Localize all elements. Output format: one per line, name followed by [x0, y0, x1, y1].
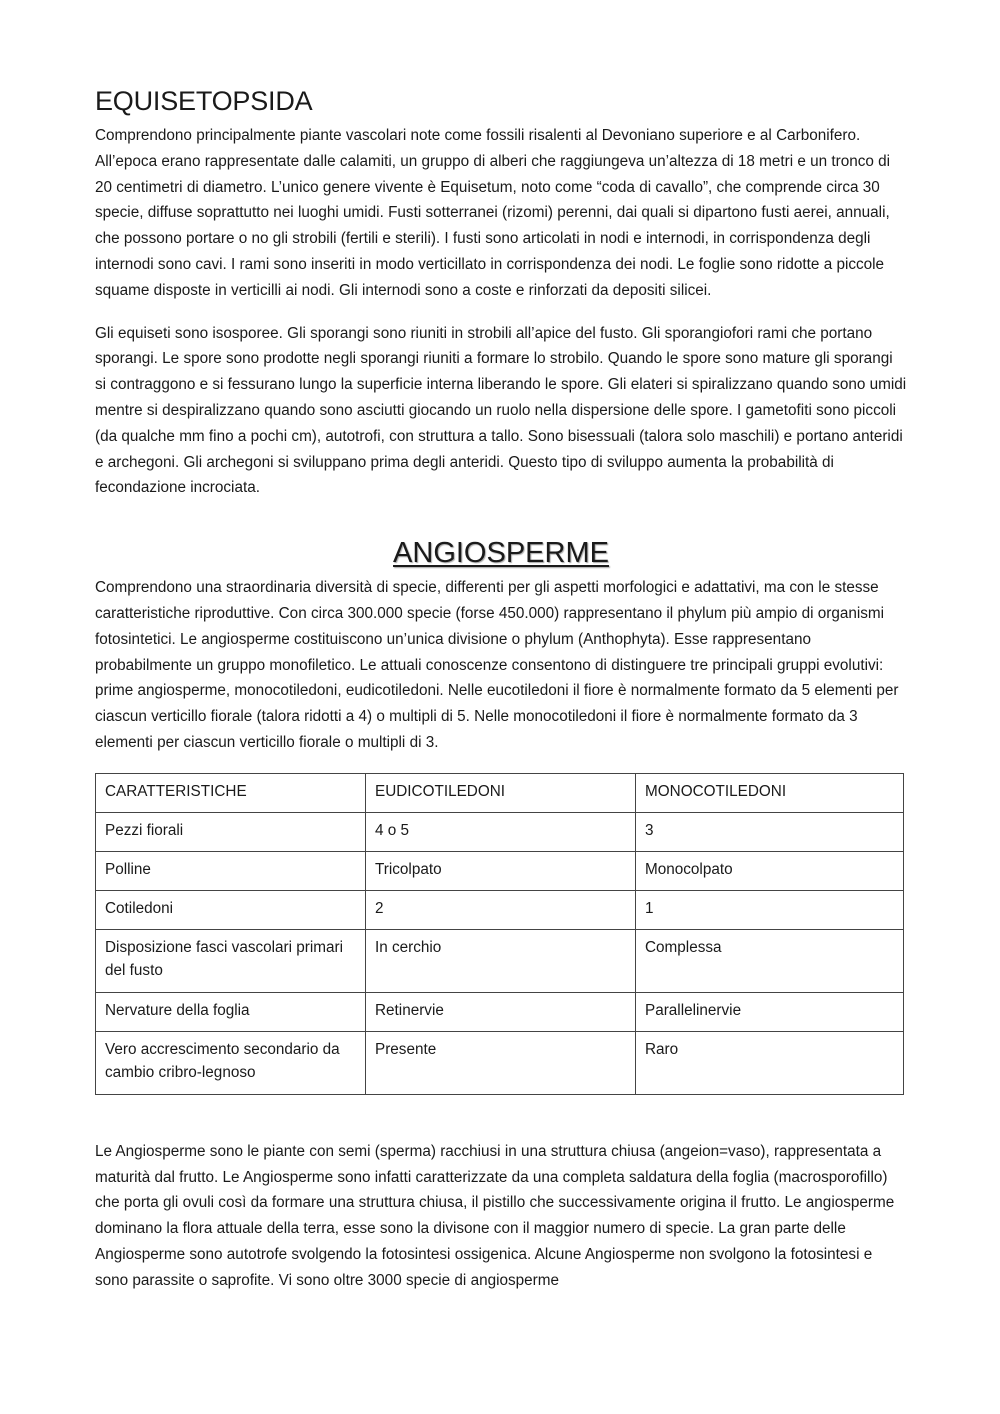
paragraph-equisetopsida-1: Comprendono principalmente piante vascolari note come fossili risalenti al Devoniano superiore e al Carbonifero. All’epoca erano rappresentate dalle calamiti, un gruppo di alberi che raggiungeva un’altezza di 18 metri e un tronco di 20 centimetri di diametro. L’unico genere vivente è Equisetum, noto come “coda di cavallo”, che comprende circa 30 specie, diffuse soprattutto nei luoghi umidi. Fusti sotterranei (rizomi) perenni, dai quali si dipartono fusti aerei, annuali, che possono portare o no gli strobili (fertili e sterili). I fusti sono articolati in nodi e internodi, in corrispondenza degli internodi sono cavi. I rami sono inseriti in modo verticillato in corrispondenza dei nodi. Le foglie sono ridotte a piccole squame disposte in verticilli ai nodi. Gli internodi sono a coste e rinforzati da depositi silicei.: [95, 127, 891, 299]
paragraph-spacer: [95, 304, 907, 321]
table-header-cell: EUDICOTILEDONI: [366, 773, 636, 812]
paragraph-equisetopsida-2: Gli equiseti sono isosporee. Gli sporangi sono riuniti in strobili all’apice del fusto. Gli sporangiofori rami che portano sporangi. Le spore sono prodotte negli sporangi riuniti a formare lo strobilo. Quando le spore sono mature gli sporangi si contraggono e si fessurano lungo la superficie interna liberando le spore. Gli elateri si spiralizzano quando sono umidi mentre si despiralizzano quando sono asciutti giocando un ruolo nella dispersione delle spore. I gametofiti sono piccoli (da qualche mm fino a pochi cm), autotrofi, con struttura a tallo. Sono bisessuali (talora solo maschili) e portano anteridi e archegoni. Gli archegoni si sviluppano prima degli anteridi. Questo tipo di sviluppo aumenta la probabilità di fecondazione incrociata.: [95, 324, 907, 497]
table-cell: Monocolpato: [636, 851, 904, 890]
table-cell: Presente: [366, 1031, 636, 1094]
section-title-equisetopsida: EQUISETOPSIDA: [95, 86, 313, 116]
table-cell: 2: [366, 890, 636, 929]
table-cell: Complessa: [636, 929, 904, 992]
table-cell: Nervature della foglia: [96, 992, 366, 1031]
table-header-cell: CARATTERISTICHE: [96, 773, 366, 812]
paragraph-angiosperme-2: Le Angiosperme sono le piante con semi (sperma) racchiusi in una struttura chiusa (angeion=vaso), rappresentata a maturità dal frutto. Le Angiosperme sono infatti caratterizzate da una completa saldatura della foglia (macrosporofillo) che porta gli ovuli così da formare una struttura chiusa, il pistillo che successivamente origina il frutto. Le angiosperme dominano la flora attuale della terra, esse sono la divisone con il maggior numero di specie. La gran parte delle Angiosperme sono autotrofe svolgendo la fotosintesi ossigenica. Alcune Angiosperme non svolgono la fotosintesi e sono parassite o saprofite. Vi sono oltre 3000 specie di angiosperme: [95, 1142, 895, 1289]
table-cell: Pezzi fiorali: [96, 812, 366, 851]
table-cell: Cotiledoni: [96, 890, 366, 929]
table-cell: Tricolpato: [366, 851, 636, 890]
document-page: [95, 84, 907, 1294]
table-row: [96, 812, 904, 851]
paragraph-angiosperme-1: Comprendono una straordinaria diversità di specie, differenti per gli aspetti morfologici e adattativi, ma con le stesse caratteristiche riproduttive. Con circa 300.000 specie (forse 450.000) rappresentano il phylum più ampio di organismi fotosintetici. Le angiosperme costituiscono un’unica divisione o phylum (Anthophyta). Esse rappresentano probabilmente un gruppo monofiletico. Le attuali conoscenze consentono di distinguere tre principali gruppi evolutivi: prime angiosperme, monocotiledoni, eudicotiledoni. Nelle eucotiledoni il fiore è normalmente formato da 5 elementi per ciascun verticillo fiorale (talora ridotti a 4) o multipli di 5. Nelle monocotiledoni il fiore è normalmente formato da 3 elementi per ciascun verticillo fiorale o multipli di 3.: [95, 579, 899, 751]
table-header-cell: MONOCOTILEDONI: [636, 773, 904, 812]
table-row: [96, 890, 904, 929]
table-cell: 1: [636, 890, 904, 929]
comparison-table: [95, 773, 904, 1095]
table-cell: Polline: [96, 851, 366, 890]
table-cell: Retinervie: [366, 992, 636, 1031]
section-title-angiosperme: ANGIOSPERME: [393, 537, 609, 570]
paragraph-spacer: [95, 1095, 907, 1139]
table-row: [96, 929, 904, 992]
table-cell: Raro: [636, 1031, 904, 1094]
table-cell: 4 o 5: [366, 812, 636, 851]
table-cell: In cerchio: [366, 929, 636, 992]
table-row: [96, 851, 904, 890]
table-cell: Parallelinervie: [636, 992, 904, 1031]
table-cell: 3: [636, 812, 904, 851]
table-cell: Vero accrescimento secondario da cambio cribro-legnoso: [96, 1031, 366, 1094]
table-row: [96, 992, 904, 1031]
table-row: [96, 1031, 904, 1094]
table-header-row: [96, 773, 904, 812]
table-cell: Disposizione fasci vascolari primari del fusto: [96, 929, 366, 992]
